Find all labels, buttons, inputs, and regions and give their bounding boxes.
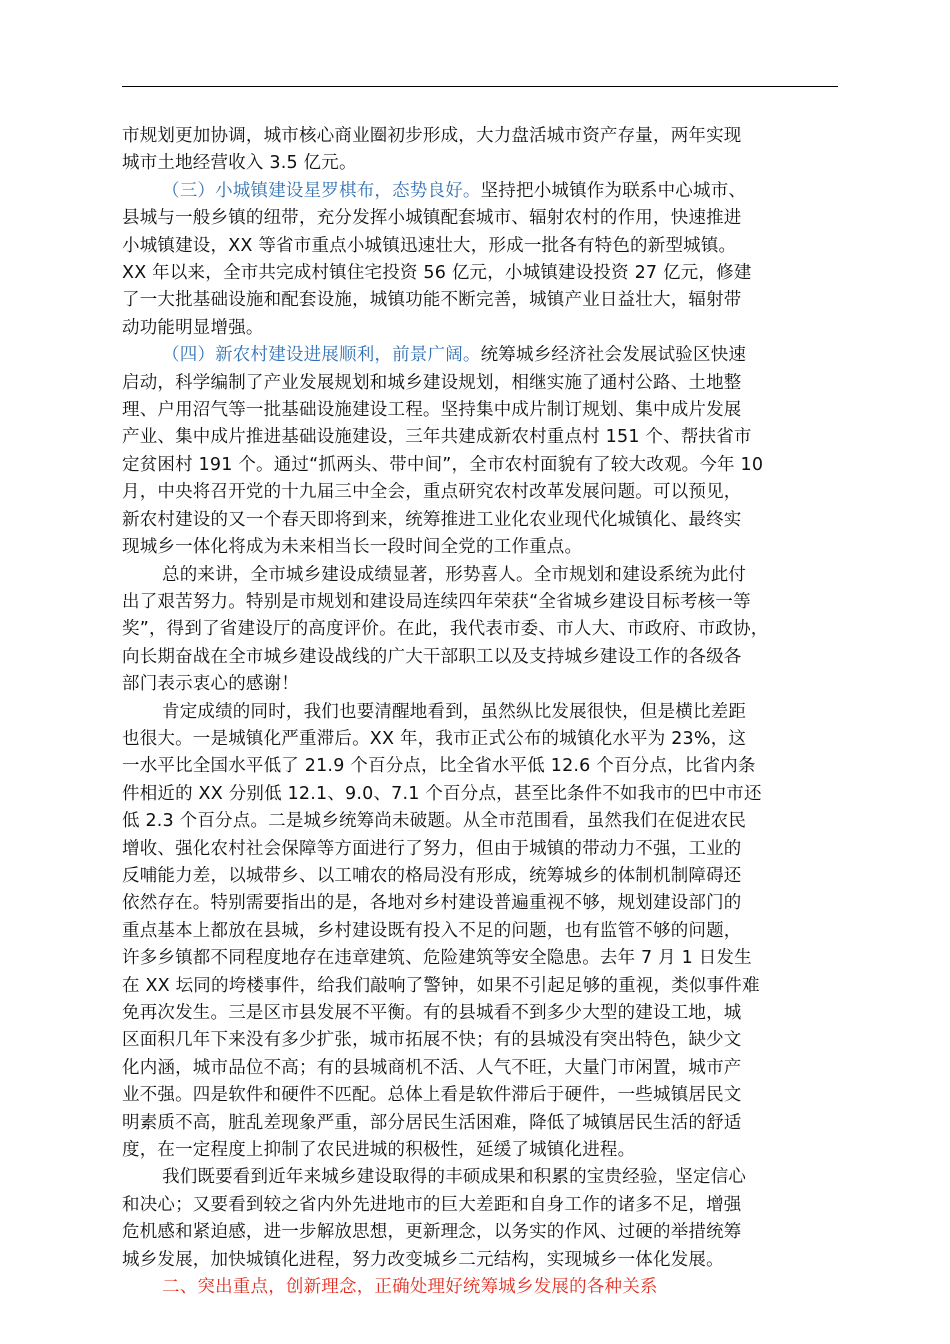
text-line: 动功能明显增强。 bbox=[122, 317, 264, 338]
text-run: 统筹城乡经济社会发展试验区快速 bbox=[480, 345, 747, 366]
text-line: 化内涵，城市品位不高；有的县城商机不活、人气不旺，大量门市闲置，城市产 bbox=[122, 1057, 742, 1078]
subheading-new-countryside: （四）新农村建设进展顺利，前景广阔。 bbox=[162, 345, 481, 366]
text-line: 明素质不高，脏乱差现象严重，部分居民生活困难，降低了城镇居民生活的舒适 bbox=[122, 1112, 742, 1133]
text-line: 出了艰苦努力。特别是市规划和建设局连续四年荣获“全省城乡建设目标考核一等 bbox=[122, 591, 751, 612]
text-line: 新农村建设的又一个春天即将到来，统筹推进工业化农业现代化城镇化、最终实 bbox=[122, 509, 742, 530]
text-line: 了一大批基础设施和配套设施，城镇功能不断完善，城镇产业日益壮大，辐射带 bbox=[122, 290, 742, 311]
text-line: 城乡发展，加快城镇化进程，努力改变城乡二元结构，实现城乡一体化发展。 bbox=[122, 1249, 724, 1270]
text-line: 重点基本上都放在县城，乡村建设既有投入不足的问题，也有监管不够的问题， bbox=[122, 920, 742, 941]
text-line: 业不强。四是软件和硬件不匹配。总体上看是软件滞后于硬件，一些城镇居民文 bbox=[122, 1085, 742, 1106]
paragraph-summary bbox=[122, 562, 842, 699]
paragraph-urban-planning bbox=[122, 123, 842, 178]
paragraph-small-towns bbox=[122, 178, 842, 342]
text-line: 部门表示衷心的感谢！ bbox=[122, 674, 299, 695]
paragraph-new-countryside bbox=[122, 342, 842, 561]
text-line: 小城镇建设，XX 等省市重点小城镇迅速壮大，形成一批各有特色的新型城镇。 bbox=[122, 235, 737, 256]
text-line: 区面积几年下来没有多少扩张，城市拓展不快；有的县城没有突出特色，缺少文 bbox=[122, 1030, 742, 1051]
text-line: 危机感和紧迫感，进一步解放思想，更新理念，以务实的作风、过硬的举措统筹 bbox=[122, 1222, 742, 1243]
text-line: 县城与一般乡镇的纽带，充分发挥小城镇配套城市、辐射农村的作用，快速推进 bbox=[122, 208, 742, 229]
text-line: 和决心；又要看到较之省内外先进地市的巨大差距和自身工作的诸多不足，增强 bbox=[122, 1194, 742, 1215]
text-line: 低 2.3 个百分点。二是城乡统筹尚未破题。从全市范围看，虽然我们在促进农民 bbox=[122, 811, 747, 832]
header-rule bbox=[122, 86, 838, 87]
text-line: 在 XX 坛同的垮楼事件，给我们敲响了警钟，如果不引起足够的重视，类似事件难 bbox=[122, 975, 760, 996]
text-line: 依然存在。特别需要指出的是，各地对乡村建设普遍重视不够，规划建设部门的 bbox=[122, 893, 742, 914]
text-run: 坚持把小城镇作为联系中心城市、 bbox=[480, 180, 747, 201]
text-line: 也很大。一是城镇化严重滞后。XX 年，我市正式公布的城镇化水平为 23%，这 bbox=[122, 728, 747, 749]
text-line: 市规划更加协调，城市核心商业圈初步形成，大力盘活城市资产存量，两年实现 bbox=[122, 126, 742, 146]
text-line: 奖”，得到了省建设厅的高度评价。在此，我代表市委、市人大、市政府、市政协， bbox=[122, 619, 769, 640]
text-line: 件相近的 XX 分别低 12.1、9.0、7.1 个百分点，甚至比条件不如我市的巴中市还 bbox=[122, 783, 762, 804]
text-line: 定贫困村 191 个。通过“抓两头、带中间”，全市农村面貌有了较大改观。今年 10 bbox=[122, 454, 764, 475]
paragraph-gaps bbox=[122, 699, 842, 1165]
text-line: 产业、集中成片推进基础设施建设，三年共建成新农村重点村 151 个、帮扶省市 bbox=[122, 427, 752, 448]
text-line: XX 年以来，全市共完成村镇住宅投资 56 亿元，小城镇建设投资 27 亿元，修建 bbox=[122, 263, 752, 284]
first-line bbox=[122, 342, 842, 369]
text-line: 反哺能力差，以城带乡、以工哺农的格局没有形成，统筹城乡的体制机制障碍还 bbox=[122, 865, 742, 886]
first-line: 总的来讲，全市城乡建设成绩显著，形势喜人。全市规划和建设系统为此付 bbox=[162, 564, 747, 585]
section-heading-text: 二、突出重点，创新理念，正确处理好统筹城乡发展的各种关系 bbox=[162, 1277, 658, 1298]
text-line: 一水平比全国水平低了 21.9 个百分点，比全省水平低 12.6 个百分点，比省内条 bbox=[122, 756, 756, 777]
text-line: 月，中央将召开党的十九届三中全会，重点研究农村改革发展问题。可以预见， bbox=[122, 482, 742, 503]
section-heading bbox=[122, 1274, 842, 1301]
text-line: 现城乡一体化将成为未来相当长一段时间全党的工作重点。 bbox=[122, 537, 583, 558]
first-line: 我们既要看到近年来城乡建设取得的丰硕成果和积累的宝贵经验，坚定信心 bbox=[162, 1167, 747, 1188]
paragraph-outlook bbox=[122, 1164, 842, 1274]
text-line: 理、户用沼气等一批基础设施建设工程。坚持集中成片制订规划、集中成片发展 bbox=[122, 400, 742, 421]
first-line: 肯定成绩的同时，我们也要清醒地看到，虽然纵比发展很快，但是横比差距 bbox=[162, 701, 747, 722]
text-line: 度，在一定程度上抑制了农民进城的积极性，延缓了城镇化进程。 bbox=[122, 1140, 636, 1161]
text-line: 免再次发生。三是区市县发展不平衡。有的县城看不到多少大型的建设工地，城 bbox=[122, 1003, 742, 1023]
document-body bbox=[122, 123, 842, 1301]
first-line bbox=[122, 178, 842, 205]
text-line: 启动，科学编制了产业发展规划和城乡建设规划，相继实施了通村公路、土地整 bbox=[122, 372, 742, 393]
text-line: 城市土地经营收入 3.5 亿元。 bbox=[122, 153, 357, 174]
subheading-small-towns: （三）小城镇建设星罗棋布，态势良好。 bbox=[162, 180, 481, 201]
text-line: 增收、强化农村社会保障等方面进行了努力，但由于城镇的带动力不强，工业的 bbox=[122, 838, 742, 859]
text-line: 向长期奋战在全市城乡建设战线的广大干部职工以及支持城乡建设工作的各级各 bbox=[122, 646, 742, 667]
text-line: 许多乡镇都不同程度地存在违章建筑、危险建筑等安全隐患。去年 7 月 1 日发生 bbox=[122, 948, 752, 969]
